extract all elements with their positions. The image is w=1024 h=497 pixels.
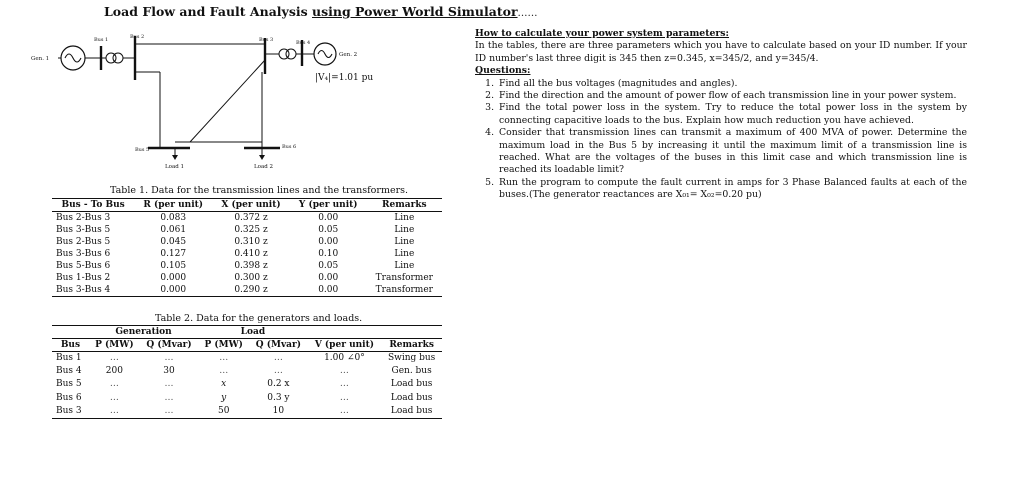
t1-header: X (per unit)	[212, 199, 290, 212]
t2-header: Remarks	[381, 339, 442, 352]
questions-list	[475, 78, 967, 202]
t2-header: Q (Mvar)	[249, 339, 307, 352]
load2-arrow	[259, 155, 265, 160]
bus5-label: Bus 5	[135, 147, 150, 153]
table2-caption: Table 2. Data for the generators and loads.	[155, 313, 363, 324]
table2	[52, 325, 442, 419]
table-row: Bus 2-Bus 5 0.045 0.310 z 0.00 Line	[56, 237, 415, 247]
one-line-diagram	[30, 30, 430, 180]
t2-header: Q (Mvar)	[140, 339, 198, 352]
table-row: Bus 5-Bus 6 0.105 0.398 z 0.05 Line	[56, 261, 415, 271]
table1	[52, 198, 442, 297]
table-row: Bus 3-Bus 5 0.061 0.325 z 0.05 Line	[56, 225, 415, 235]
t1-header: Bus - To Bus	[52, 199, 134, 212]
t1-header: Remarks	[367, 199, 442, 212]
t1-header: R (per unit)	[134, 199, 212, 212]
t2-header: P (MW)	[89, 339, 140, 352]
gen2-label: Gen. 2	[339, 52, 358, 58]
t2-group-load: Load	[198, 326, 307, 339]
question-item: 1. Find all the bus voltages (magnitudes and angles).	[497, 78, 967, 90]
bus6-label: Bus 6	[282, 144, 297, 150]
question-item: 5. Run the program to compute the fault current in amps for 3 Phase Balanced faults at each of the buses.(The generator reactances are X₀₁= X₀₂=0.20 pu)	[497, 177, 967, 202]
table-row: Bus 2-Bus 3 0.083 0.372 z 0.00 Line	[56, 213, 415, 223]
table-row: Bus 4 200 30 … … … Gen. bus	[56, 366, 432, 377]
instructions-panel	[475, 28, 967, 202]
table-row: Bus 6 … … y 0.3 y … Load bus	[56, 392, 433, 403]
gen1-label: Gen. 1	[31, 56, 50, 62]
table1-caption: Table 1. Data for the transmission lines and the transformers.	[110, 185, 409, 196]
questions-heading: Questions:	[475, 65, 531, 77]
t2-group-generation: Generation	[89, 326, 198, 339]
load1-arrow	[172, 155, 178, 160]
page-title: Load Flow and Fault Analysis using Power World Simulator……	[104, 4, 538, 19]
bus1-label: Bus 1	[94, 37, 109, 43]
table-row: Bus 3 … … 50 10 … Load bus	[52, 405, 442, 419]
instructions-heading: How to calculate your power system parameters:	[475, 28, 729, 39]
table-row: Bus 3-Bus 6 0.127 0.410 z 0.10 Line	[56, 249, 415, 259]
t2-header: V (per unit)	[308, 339, 382, 352]
t2-header: P (MW)	[198, 339, 249, 352]
load2-label: Load 2	[254, 164, 274, 170]
bus3-label: Bus 3	[259, 37, 274, 43]
table-row: Bus 1 … … … … 1.00 ∠0° Swing bus	[56, 353, 436, 363]
table-row: Bus 3-Bus 4 0.000 0.290 z 0.00 Transformer	[52, 284, 442, 297]
t1-header: Y (per unit)	[290, 199, 367, 212]
question-item: 3. Find the total power loss in the system. Try to reduce the total power loss in the system by connecting capacitive loads to the bus. Explain how much reduction you have achieved.	[497, 102, 967, 127]
table-row: Bus 5 … … x 0.2 x … Load bus	[56, 379, 433, 390]
t2-header: Bus	[52, 339, 89, 352]
load1-label: Load 1	[165, 164, 185, 170]
table-row: Bus 1-Bus 2 0.000 0.300 z 0.00 Transformer	[56, 273, 433, 283]
question-item: 4. Consider that transmission lines can transmit a maximum of 400 MVA of power. Determine the maximum load in the Bus 5 by increasing it until the maximum limit of a transmission line is reached. What are the voltages of the buses in this limit case and which transmission line is reached its loadable limit?	[497, 127, 967, 177]
bus4-label: Bus 4	[296, 40, 311, 46]
instructions-intro: In the tables, there are three parameters which you have to calculate based on your ID number. If your ID number's last three digit is 345 then z=0.345, x=345/2, and y=345/4.	[475, 40, 967, 64]
v4-label: |V₄|=1.01 pu	[315, 73, 374, 83]
question-item: 2. Find the direction and the amount of power flow of each transmission line in your power system.	[497, 90, 967, 102]
bus2-label: Bus 2	[130, 34, 145, 40]
